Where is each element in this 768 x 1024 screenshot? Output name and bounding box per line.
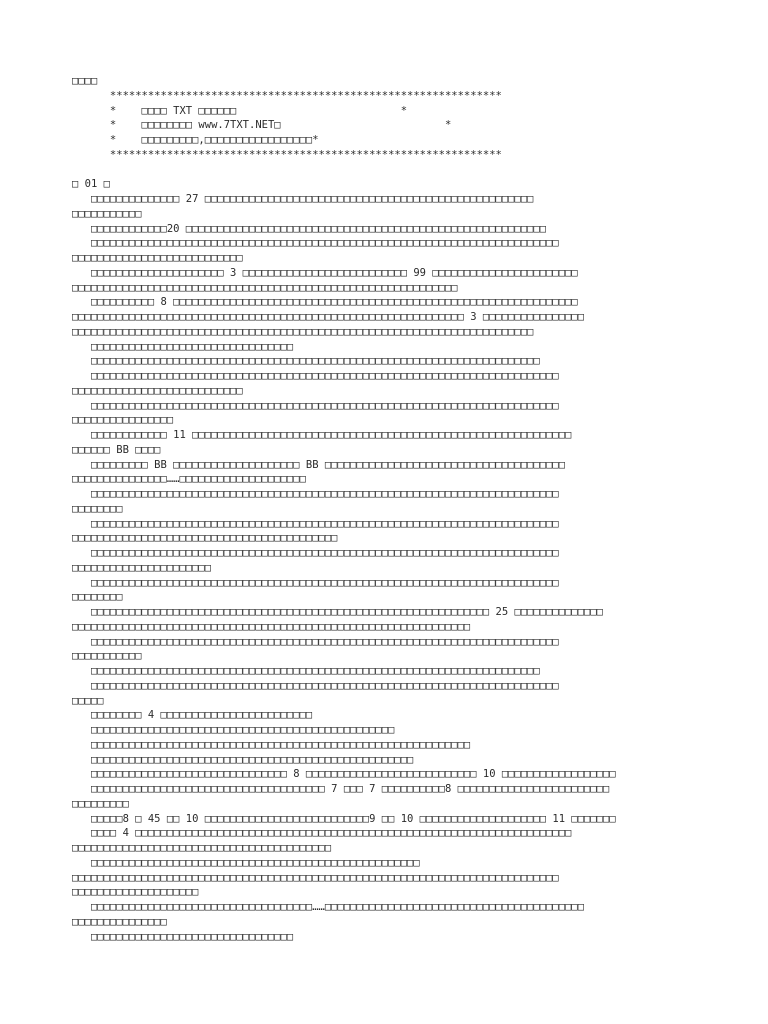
text-line: □□□□□□□□□□□ <box>72 650 142 663</box>
document-text <box>72 74 712 944</box>
text-line: □□□□ <box>72 75 98 87</box>
text-line: □□□□□□□□□□□□□□□□□□□□□□□□□□□□□□□□□□□□□□□□□□□□□□□□□□□□□□□□□□□□□□□□□□□□□□□□□□ <box>72 488 559 500</box>
text-line: □□□□□□□□□□□□□□□□□□□□□□□□□□□□□□□□□□□……□□□□□□□□□□□□□□□□□□□□□□□□□□□□□□□□□□□□□□□□□ <box>72 901 585 913</box>
text-line: □□□□□□□□□□□□ 11 □□□□□□□□□□□□□□□□□□□□□□□□□□□□□□□□□□□□□□□□□□□□□□□□□□□□□□□□□□□□ <box>72 429 572 441</box>
text-line: □□□□□□□□□□□□□□□□□□□□□□□□□□□□□□□□□□□□□ 7 □□□ 7 □□□□□□□□□□8 □□□□□□□□□□□□□□□□□□□□□□□□ <box>72 783 610 795</box>
text-line: □□□□□ <box>72 694 104 707</box>
text-line: □□□□□□□□□□□□□□□□□□□□□□□□□□□□□□□□□□□□□□□□□□□□□□□□□□□□□□□□□□□□□□□□□□□□□□□□□□ <box>72 547 559 559</box>
text-line: □□□□□□□□□□□□□□□□□□□□□□□□□□□□□□□□□□□□□□□□□□□□□□□□□□□□□□□□□□□□□□□□□□□□□□□□□□ <box>72 679 559 692</box>
text-line: ************************************************************** <box>72 89 502 102</box>
text-line: □□□□□□□□□□□□□□□□□□□□□□□□□□□□□□□□□□□□□□□□□ <box>72 842 332 854</box>
text-line: □□□□□□□□□□□□□□□□□□□□□□□□□□□□□□□□□□□□□□□□□□□□□□□□□□□□□□□□□□□□□□□□□□□□□□□□□□□□□ <box>72 871 559 884</box>
text-line: □□□□□□□□□□□□□□□□□□□□□□□□□□□□□□□□□□□□□□□□□□□□□□□□□□□ <box>72 753 414 766</box>
text-line: □ 01 □ <box>72 178 110 191</box>
text-line: □□□□□□□□□□□□□□□□□□□□□□□□□□□□□□□□□□□□□□□□□□□□□□□□□□□□□□□□□□□□□□□□□□□□□□□□□□ <box>72 237 559 250</box>
text-line: □□□□□□□□□□□□□□□ <box>72 915 167 928</box>
text-line: * □□□□□□□□ www.7TXT.NET□ * <box>72 119 452 132</box>
text-line: □□□□□□□□□□□□□□□□□□□□□ 3 □□□□□□□□□□□□□□□□□□□□□□□□□□ 99 □□□□□□□□□□□□□□□□□□□□□□□ <box>72 266 578 279</box>
text-line: □□□□□□□□□□□□□□□□□□□□□□□□□□□□□□□□ <box>72 930 294 943</box>
text-line: * □□□□□□□□□,□□□□□□□□□□□□□□□□□* <box>72 134 319 146</box>
text-line: □□□□□□□□□□□□□□ 27 □□□□□□□□□□□□□□□□□□□□□□□□□□□□□□□□□□□□□□□□□□□□□□□□□□□□ <box>72 193 534 205</box>
document-page <box>72 74 712 944</box>
text-line: * □□□□ TXT □□□□□□ * <box>72 104 408 117</box>
text-line: □□□□□□□□□□□□□□□□□□□□□□□□□□□□□□□□□□□□□□□□□□□□□□□□□□□□ <box>72 856 420 869</box>
text-line: □□□□□□□□□□□□□□□□□□□□□□□□□□□□□□□□□□□□□□□□□□□□□□□□□□□□□□□□□□□□□□□ 25 □□□□□□□□□□□□□□ <box>72 606 604 618</box>
text-line: □□□□□□□□□□□□□□□……□□□□□□□□□□□□□□□□□□□□ <box>72 473 306 486</box>
text-line: □□□□□□□□□□□□□□□□ <box>72 414 174 427</box>
text-line: □□□□□□□□□□ 8 □□□□□□□□□□□□□□□□□□□□□□□□□□□□□□□□□□□□□□□□□□□□□□□□□□□□□□□□□□□□□□□□ <box>72 296 578 309</box>
text-line: □□□□□□□□□□□□□□□□□□□□□□□□□□□□□□□□□□□□□□□□□□□□□□□□□□□□□□□□□□□□ <box>72 738 471 751</box>
text-line: □□□□ 4 □□□□□□□□□□□□□□□□□□□□□□□□□□□□□□□□□□□□□□□□□□□□□□□□□□□□□□□□□□□□□□□□□□□□□ <box>72 827 572 840</box>
text-line: □□□□□□□□□□□□□□□□□□□□□□ <box>72 561 212 574</box>
text-line: □□□□□□□□□□□ <box>72 207 142 220</box>
text-line <box>72 163 712 178</box>
text-line: □□□□□□□□□□□□□□□□□□□□□□□□□□□□□□□ 8 □□□□□□□□□□□□□□□□□□□□□□□□□□□ 10 □□□□□□□□□□□□□□□□□□ <box>72 768 616 781</box>
text-line: □□□□□□□□□□□□□□□□□□□□□□□□□□□□□□□□□□□□□□□□□□□□□□□□□□□□□□□□□□□□□□□□□□□□□□□□□□ <box>72 399 559 412</box>
text-line: □□□□□□□□□□□□□□□□□□□□□□□□□□□□□□□□ <box>72 340 294 353</box>
text-line: □□□□□□□□□□□□□□□□□□□□□□□□□□□□□□□□□□□□□□□□□□□□□□□□□□□□□□□□□□□□□□□□□□□□□□□□□□ <box>72 635 559 648</box>
text-line: ************************************************************** <box>72 148 502 161</box>
text-line: □□□□□8 □ 45 □□ 10 □□□□□□□□□□□□□□□□□□□□□□□□□□9 □□ 10 □□□□□□□□□□□□□□□□□□□□ 11 □□□□□□□ <box>72 812 616 825</box>
text-line: □□□□□□□□□□□□□□□□□□□□□□□□□□□□□□□□□□□□□□□□□□□□□□□□□□□□□□□□□□□□□□□□□□□□□□□□□□ <box>72 517 559 530</box>
text-line: □□□□□□□□□□□□□□□□□□□□□□□□□□□□□□□□□□□□□□□□□□□□□□□□□□□□□□□□□□□□□□□□□□□□□□□□□□ <box>72 576 559 589</box>
text-line: □□□□□□□□□□□□□□□□□□□□□□□□□□□ <box>72 384 243 397</box>
text-line: □□□□□□□□ <box>72 502 123 515</box>
text-line: □□□□□□□□□□□□□□□□□□□□□□□□□□□□□□□□□□□□□□□□□□□□□□□□□□□□□□□□□□□□□□□□□□□□□□□□□ <box>72 325 534 338</box>
text-line: □□□□□□□□ 4 □□□□□□□□□□□□□□□□□□□□□□□□ <box>72 709 313 722</box>
text-line: □□□□□□□□□□□□□□□□□□□□□□□□□□□□□□□□□□□□□□□□□□□□□□□□□□□□□□□□□□□□□□□□□□□□□□□ <box>72 665 540 677</box>
text-line: □□□□□□□□□□□□20 □□□□□□□□□□□□□□□□□□□□□□□□□□□□□□□□□□□□□□□□□□□□□□□□□□□□□□□□□ <box>72 222 547 235</box>
text-line: □□□□□□□□ <box>72 591 123 604</box>
text-line: □□□□□□ BB □□□□ <box>72 443 161 456</box>
text-line: □□□□□□□□□□□□□□□□□□□□□□□□□□□□□□□□□□□□□□□□□□□□□□□□ <box>72 724 395 736</box>
text-line: □□□□□□□□□□□□□□□□□□□□□□□□□□□□□□□□□□□□□□□□□□□□□□□□□□□□□□□□□□□□□□□ <box>72 620 471 633</box>
text-line: □□□□□□□□□□□□□□□□□□□□ <box>72 886 199 899</box>
text-line: □□□□□□□□□□□□□□□□□□□□□□□□□□□ <box>72 252 243 264</box>
text-line: □□□□□□□□□□□□□□□□□□□□□□□□□□□□□□□□□□□□□□□□□□□□□□□□□□□□□□□□□□□□□□□□□□□□□□□□□□ <box>72 370 559 382</box>
text-line: □□□□□□□□□□□□□□□□□□□□□□□□□□□□□□□□□□□□□□□□□□ <box>72 532 338 545</box>
text-line: □□□□□□□□□□□□□□□□□□□□□□□□□□□□□□□□□□□□□□□□□□□□□□□□□□□□□□□□□□□□□□□□□□□□□□□ <box>72 355 540 368</box>
text-line: □□□□□□□□□□□□□□□□□□□□□□□□□□□□□□□□□□□□□□□□□□□□□□□□□□□□□□□□□□□□□□ 3 □□□□□□□□□□□□□□□□ <box>72 311 585 323</box>
text-line: □□□□□□□□□□□□□□□□□□□□□□□□□□□□□□□□□□□□□□□□□□□□□□□□□□□□□□□□□□□□□ <box>72 281 458 294</box>
text-line: □□□□□□□□□ BB □□□□□□□□□□□□□□□□□□□□ BB □□□□□□□□□□□□□□□□□□□□□□□□□□□□□□□□□□□□□□ <box>72 458 566 471</box>
text-line: □□□□□□□□□ <box>72 797 129 810</box>
